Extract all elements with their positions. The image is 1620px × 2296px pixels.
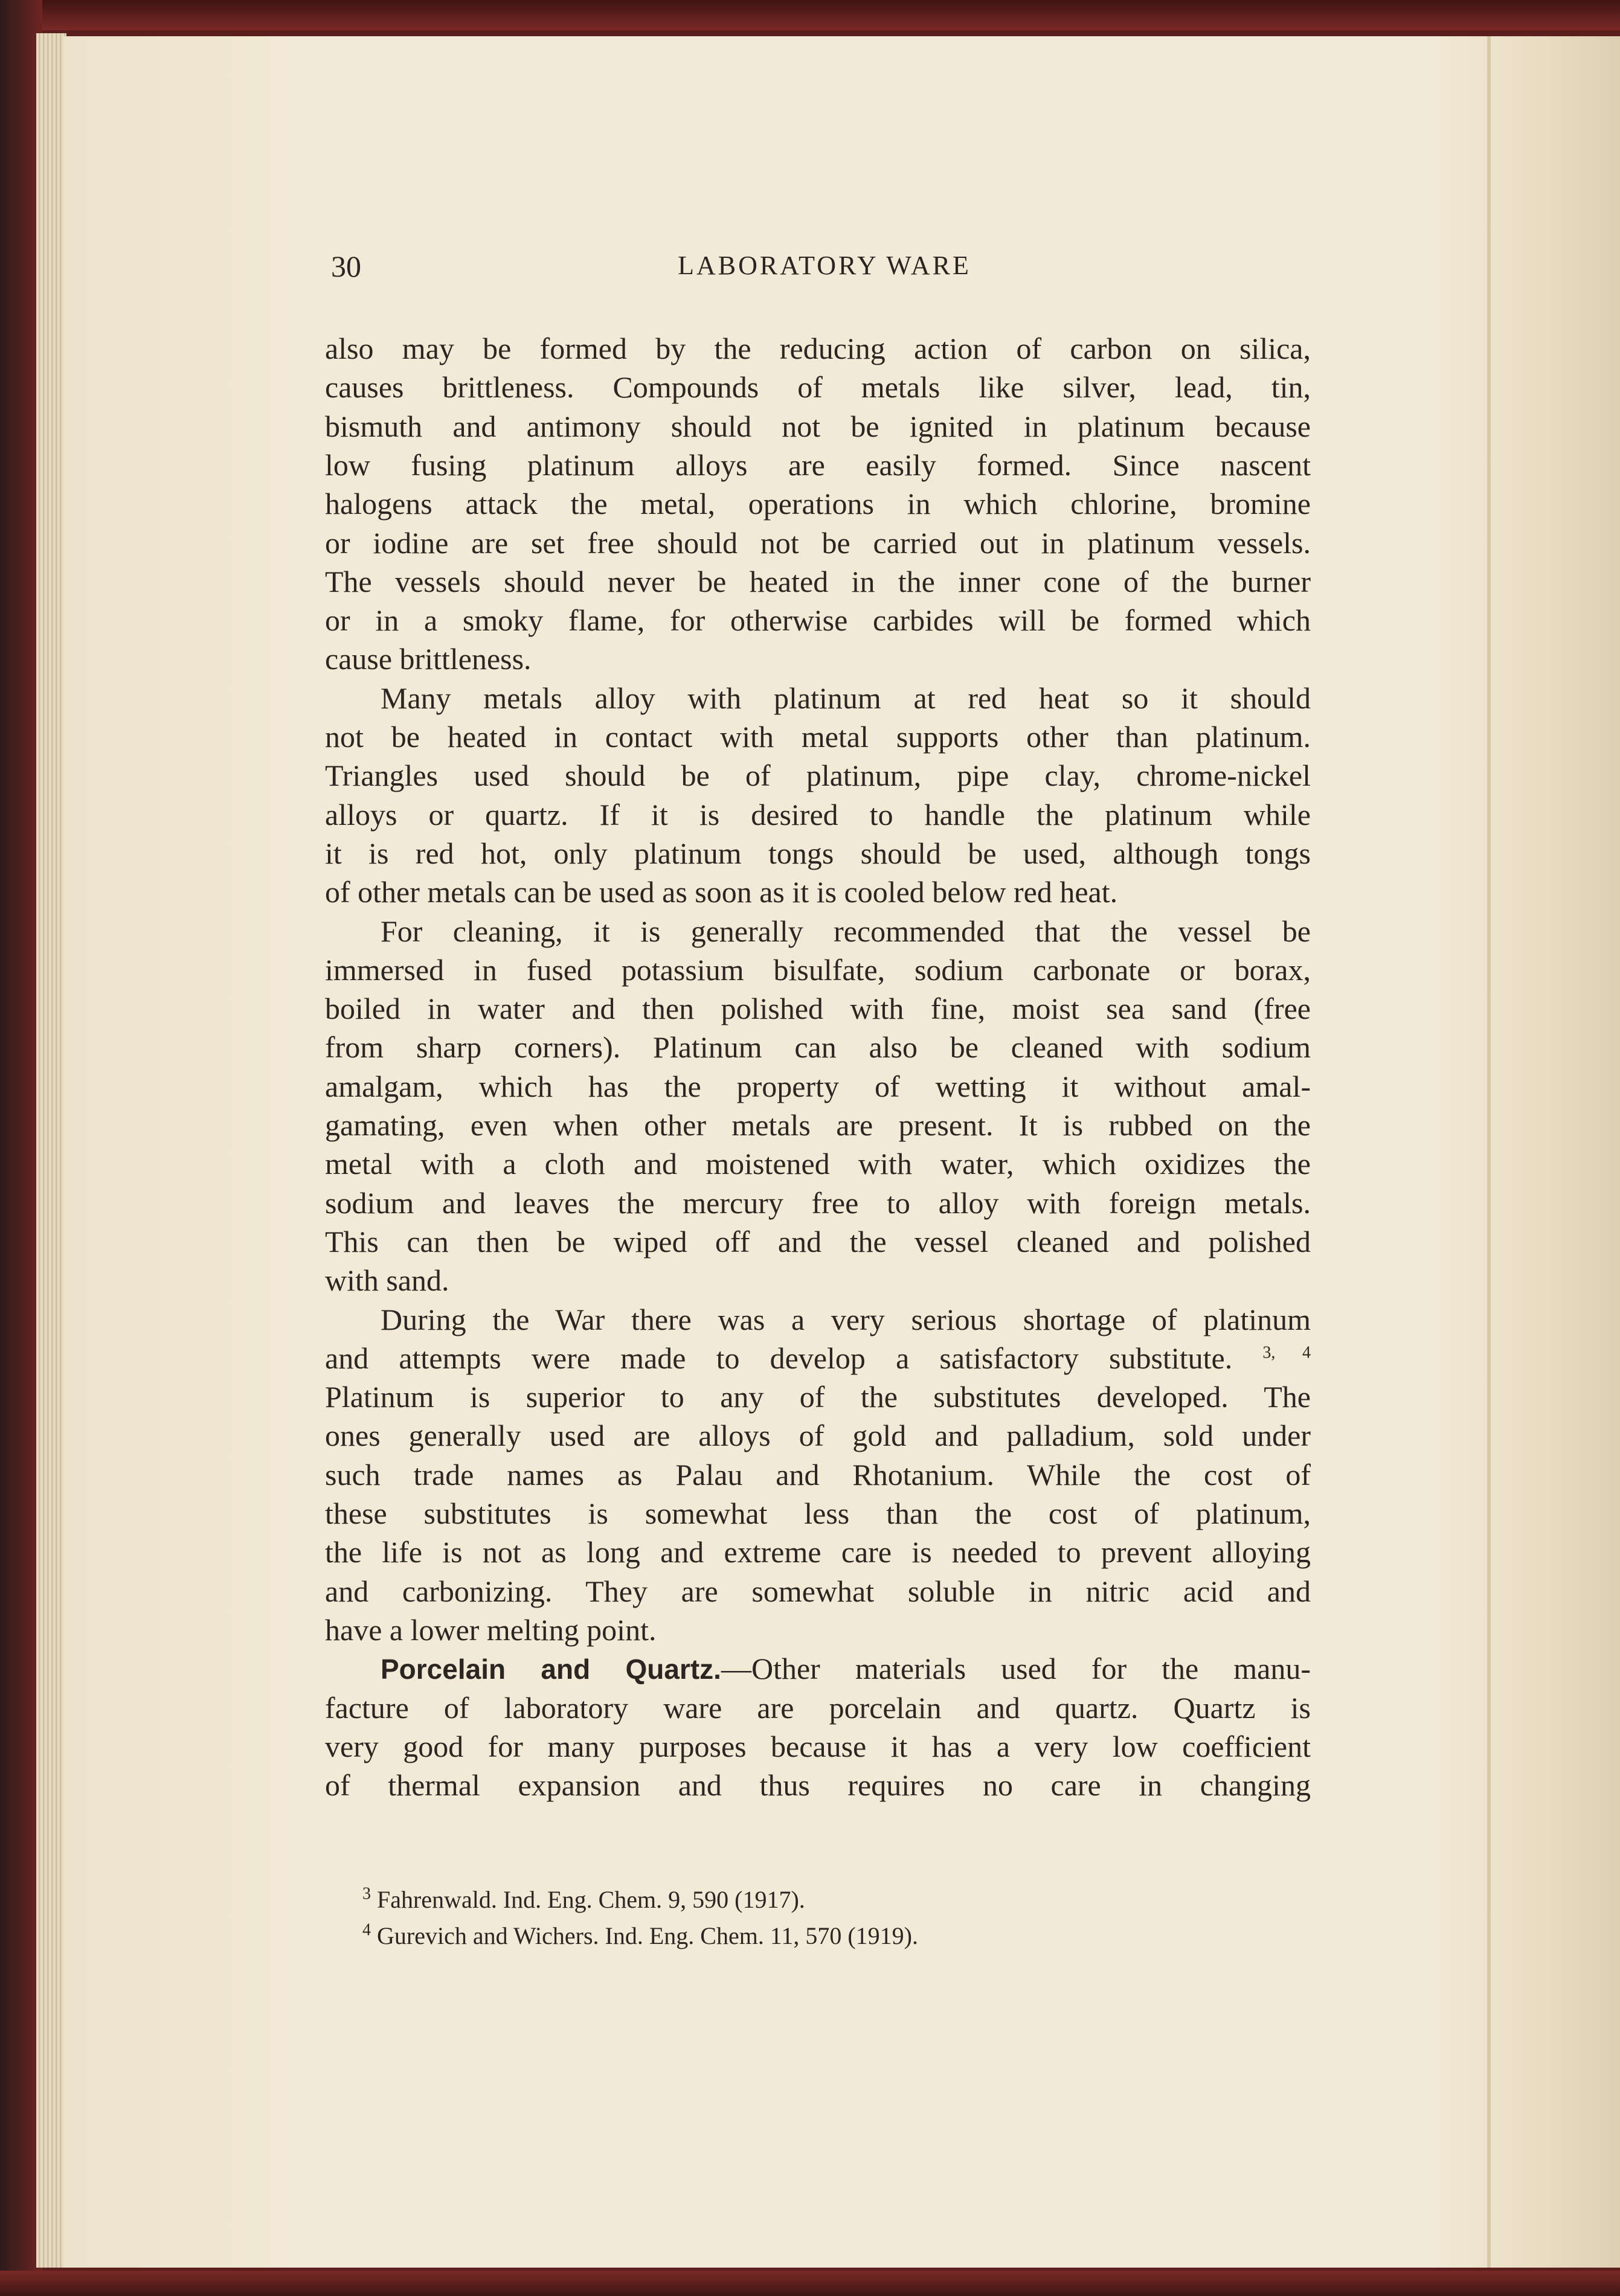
line-text: alloys or quartz. If it is desired to handle the platinum while xyxy=(325,797,1311,832)
text-line xyxy=(381,1300,1311,1339)
section-heading: Porcelain and Quartz. xyxy=(381,1653,721,1685)
text-line xyxy=(325,1184,1311,1222)
line-text: The vessels should never be heated in the inner cone of the burner xyxy=(325,564,1311,598)
page-edges xyxy=(36,33,66,2268)
line-text: Many metals alloy with platinum at red heat so it should xyxy=(381,681,1311,715)
section-heading-line xyxy=(381,1649,1311,1688)
text-line xyxy=(325,1222,1311,1261)
line-text: causes brittleness. Compounds of metals like silver, lead, tin, xyxy=(325,370,1311,405)
line-text: sodium and leaves the mercury free to alloy with foreign metals. xyxy=(325,1185,1311,1220)
text-line xyxy=(325,1766,1311,1804)
line-text: Platinum is superior to any of the substitutes developed. The xyxy=(325,1380,1311,1414)
footnote-mark: 4 xyxy=(362,1920,371,1940)
running-title: LABORATORY WARE xyxy=(678,251,971,280)
line-text: facture of laboratory ware are porcelain and quartz. Quartz is xyxy=(325,1690,1311,1725)
text-line xyxy=(381,912,1311,951)
line-text: such trade names as Palau and Rhotanium. While the cost of xyxy=(325,1457,1311,1492)
footnote xyxy=(362,1922,918,1950)
text-line xyxy=(325,1067,1311,1106)
line-text: and attempts were made to develop a satisfactory substitute. xyxy=(325,1341,1233,1375)
line-text: or in a smoky flame, for otherwise carbides will be formed which xyxy=(325,603,1311,638)
line-text: bismuth and antimony should not be ignited in platinum because xyxy=(325,409,1311,443)
text-line xyxy=(325,524,1311,562)
text-line xyxy=(325,717,1311,756)
line-text: amalgam, which has the property of wetting it without amal- xyxy=(325,1069,1311,1103)
page-gutter xyxy=(1487,36,1491,2268)
line-text: metal with a cloth and moistened with water, which oxidizes the xyxy=(325,1147,1311,1181)
text-line xyxy=(325,1028,1311,1066)
line-text: and carbonizing. They are somewhat soluble in nitric acid and xyxy=(325,1574,1311,1608)
text-line xyxy=(325,484,1311,523)
line-text: also may be formed by the reducing action of carbon on silica, xyxy=(325,332,1311,365)
line-text: halogens attack the metal, operations in which chlorine, bromine xyxy=(325,487,1311,521)
text-line xyxy=(325,834,1311,873)
text-line xyxy=(325,1611,1311,1649)
text-line xyxy=(325,1455,1311,1494)
footnote-text: Gurevich and Wichers. Ind. Eng. Chem. 11, 570 (1919). xyxy=(377,1922,918,1949)
line-text: it is red hot, only platinum tongs should be used, although tongs xyxy=(325,836,1311,870)
text-line xyxy=(325,446,1311,484)
footnote-text: Fahrenwald. Ind. Eng. Chem. 9, 590 (1917). xyxy=(377,1886,805,1913)
text-line xyxy=(381,679,1311,717)
text-line xyxy=(325,1377,1311,1416)
line-text: For cleaning, it is generally recommended that the vessel be xyxy=(381,914,1311,948)
book-cover-bottom xyxy=(0,2271,1620,2296)
text-line xyxy=(325,795,1311,834)
text-line xyxy=(325,1494,1311,1533)
text-line xyxy=(325,329,1311,368)
line-text: these substitutes is somewhat less than the cost of platinum, xyxy=(325,1496,1311,1530)
text-line xyxy=(325,562,1311,601)
line-text: This can then be wiped off and the vessel cleaned and polished xyxy=(325,1224,1311,1259)
text-line xyxy=(325,368,1311,406)
text-line xyxy=(325,407,1311,446)
text-line xyxy=(325,1144,1311,1183)
line-text: low fusing platinum alloys are easily formed. Since nascent xyxy=(325,447,1311,482)
page-number: 30 xyxy=(331,249,361,283)
line-text: very good for many purposes because it has a very low coefficient xyxy=(325,1729,1311,1763)
line-text: of thermal expansion and thus requires no care in changing xyxy=(325,1768,1311,1803)
text-line xyxy=(325,989,1311,1028)
text-line xyxy=(325,1261,1311,1300)
line-text: ones generally used are alloys of gold and palladium, sold under xyxy=(325,1419,1311,1453)
line-text: of other metals can be used as soon as it is cooled below red heat. xyxy=(325,875,1118,909)
text-line xyxy=(325,756,1311,795)
line-text: During the War there was a very serious shortage of platinum xyxy=(381,1302,1311,1336)
line-text: or iodine are set free should not be carried out in platinum vessels. xyxy=(325,525,1311,560)
text-line xyxy=(325,951,1311,989)
footnote-reference: 3, 4 xyxy=(1262,1343,1311,1362)
text-line xyxy=(325,873,1311,911)
text-line xyxy=(325,1572,1311,1611)
text-line xyxy=(325,640,1311,678)
line-text: cause brittleness. xyxy=(325,642,532,676)
line-text: with sand. xyxy=(325,1263,449,1298)
text-line xyxy=(325,601,1311,640)
text-line xyxy=(325,1688,1311,1727)
footnote-mark: 3 xyxy=(362,1884,371,1903)
text-line xyxy=(325,1106,1311,1144)
line-text: not be heated in contact with metal supports other than platinum. xyxy=(325,720,1311,754)
line-text: Triangles used should be of platinum, pipe clay, chrome-nickel xyxy=(325,758,1311,793)
line-text: —Other materials used for the manu- xyxy=(721,1652,1311,1686)
text-line xyxy=(325,1416,1311,1455)
book-cover-top xyxy=(0,0,1620,30)
footnote xyxy=(362,1885,805,1914)
line-text: have a lower melting point. xyxy=(325,1612,657,1647)
text-line xyxy=(325,1533,1311,1571)
line-text: gamating, even when other metals are present. It is rubbed on the xyxy=(325,1108,1311,1142)
text-line xyxy=(325,1339,1311,1377)
line-text: from sharp corners). Platinum can also be cleaned with sodium xyxy=(325,1030,1311,1065)
line-text: boiled in water and then polished with fine, moist sea sand (free xyxy=(325,992,1311,1026)
line-text: the life is not as long and extreme care is needed to prevent alloying xyxy=(325,1535,1311,1570)
text-line xyxy=(325,1727,1311,1766)
line-text: immersed in fused potassium bisulfate, sodium carbonate or borax, xyxy=(325,952,1311,987)
